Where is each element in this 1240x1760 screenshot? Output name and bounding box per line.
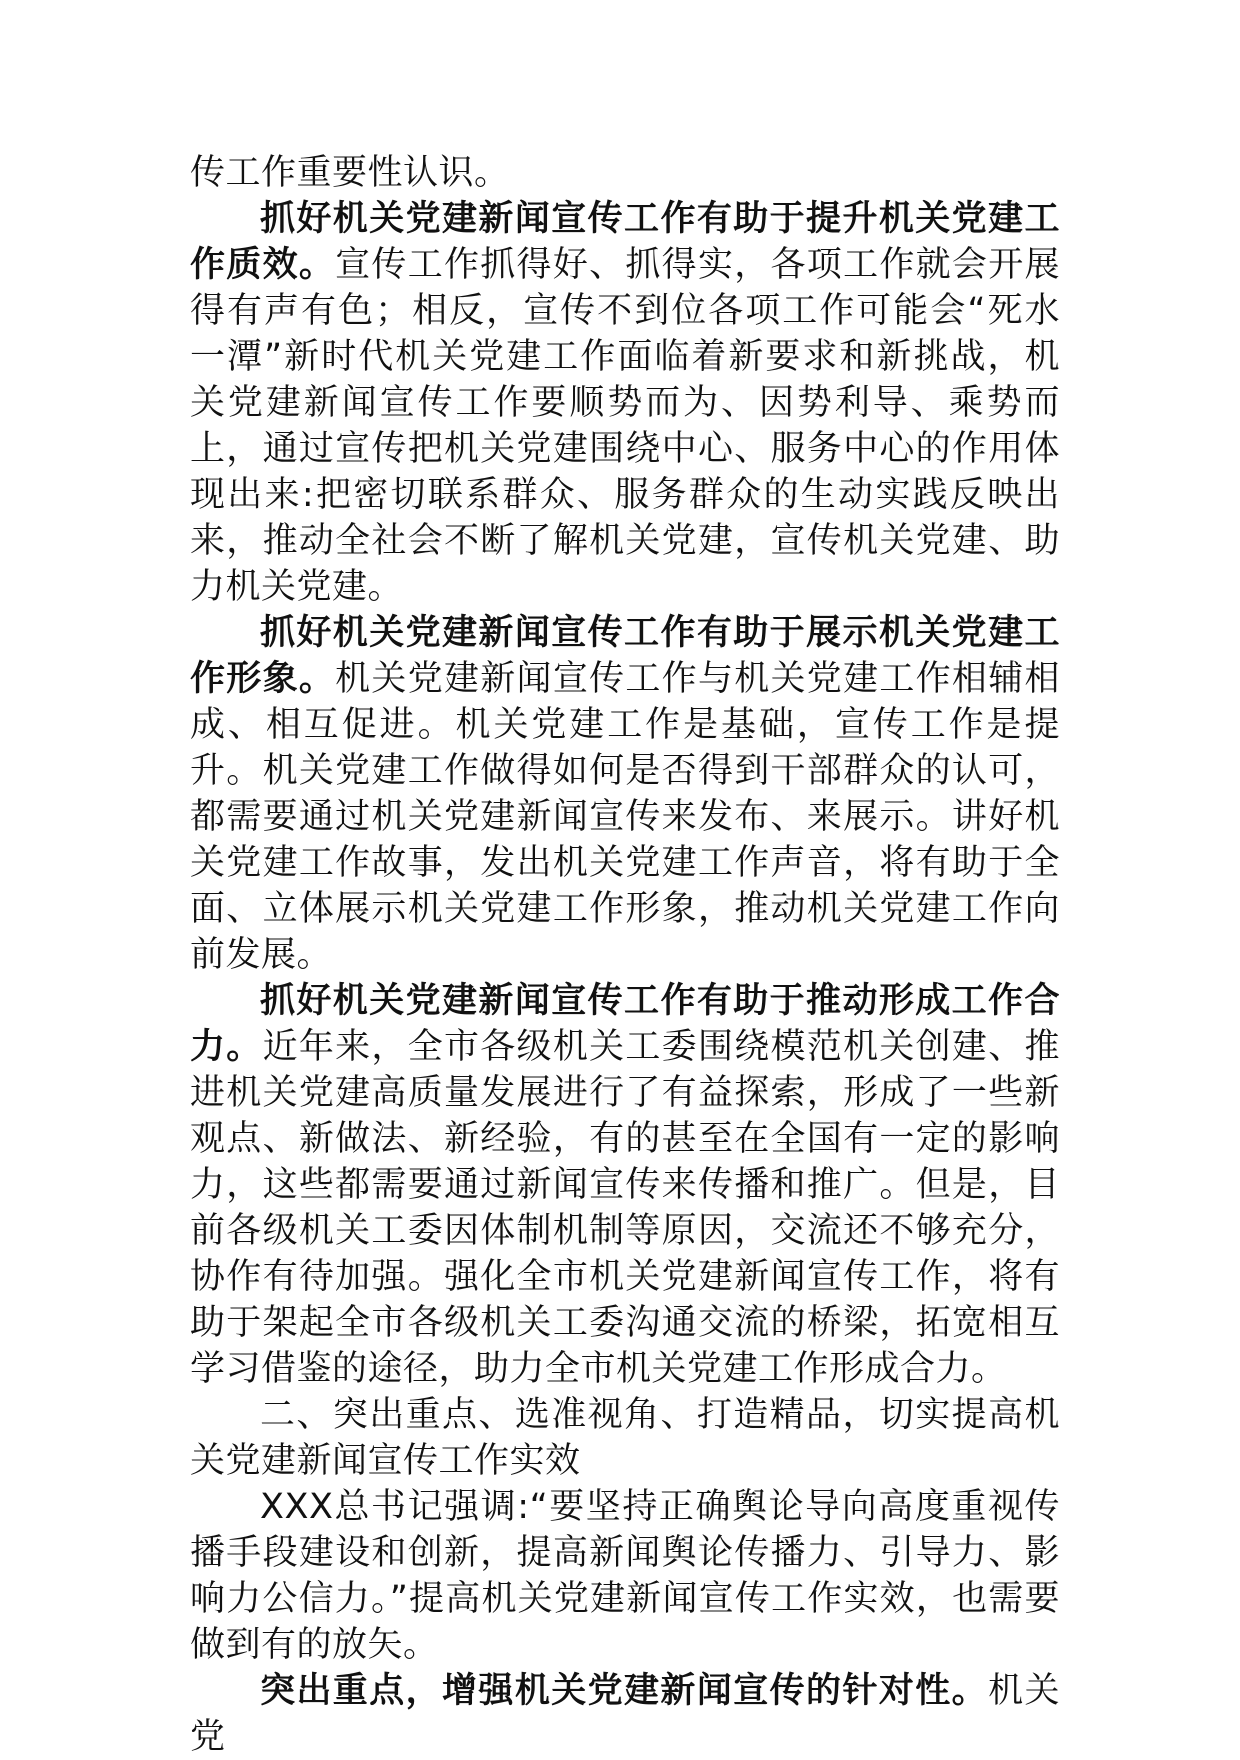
document-page xyxy=(190,150,1060,1760)
paragraph-joint-force xyxy=(190,978,1060,1392)
paragraph-text: 机关党建新闻宣传工作与机关党建工作相辅相成、相互促进。机关党建工作是基础，宣传工作是提升。机关党建工作做得如何是否得到干部群众的认可，都需要通过机关党建新闻宣传来发布、来展示。讲好机关党建工作故事，发出机关党建工作声音，将有助于全面、立体展示机关党建工作形象，推动机关党建工作向前发展。 xyxy=(190,659,1060,975)
section-heading-text: 二、突出重点、选准视角、打造精品，切实提高机关党建新闻宣传工作实效 xyxy=(190,1395,1060,1481)
paragraph-continuation xyxy=(190,150,1060,196)
section-heading-two xyxy=(190,1392,1060,1484)
paragraph-focus xyxy=(190,1668,1060,1760)
paragraph-text: 传工作重要性认识。 xyxy=(190,153,510,193)
paragraph-show-image xyxy=(190,610,1060,978)
paragraph-text: 近年来，全市各级机关工委围绕模范机关创建、推进机关党建高质量发展进行了有益探索，形成了一些新观点、新做法、新经验，有的甚至在全国有一定的影响力，这些都需要通过新闻宣传来传播和推广。但是，目前各级机关工委因体制机制等原因，交流还不够充分，协作有待加强。强化全市机关党建新闻宣传工作，将有助于架起全市各级机关工委沟通交流的桥梁，拓宽相互学习借鉴的途径，助力全市机关党建工作形成合力。 xyxy=(190,1027,1060,1389)
paragraph-text: 机关党 xyxy=(190,1671,1060,1757)
paragraph-heading: 突出重点，增强机关党建新闻宣传的针对性。 xyxy=(260,1671,989,1711)
paragraph-heading: 抓好机关党建新闻宣传工作有助于提升机关党建工作质效。 xyxy=(190,199,1060,285)
paragraph-text: 宣传工作抓得好、抓得实，各项工作就会开展得有声有色；相反，宣传不到位各项工作可能会“死水一潭”新时代机关党建工作面临着新要求和新挑战，机关党建新闻宣传工作要顺势而为、因势利导、乘势而上，通过宣传把机关党建围绕中心、服务中心的作用体现出来:把密切联系群众、服务群众的生动实践反映出来，推动全社会不断了解机关党建，宣传机关党建、助力机关党建。 xyxy=(190,245,1060,607)
paragraph-text: XXX总书记强调:“要坚持正确舆论导向高度重视传播手段建设和创新，提高新闻舆论传播力、引导力、影响力公信力。”提高机关党建新闻宣传工作实效，也需要做到有的放矢。 xyxy=(190,1487,1060,1665)
paragraph-quote xyxy=(190,1484,1060,1668)
paragraph-heading: 抓好机关党建新闻宣传工作有助于推动形成工作合力。 xyxy=(190,981,1060,1067)
paragraph-heading: 抓好机关党建新闻宣传工作有助于展示机关党建工作形象。 xyxy=(190,613,1060,699)
paragraph-improve-quality xyxy=(190,196,1060,610)
